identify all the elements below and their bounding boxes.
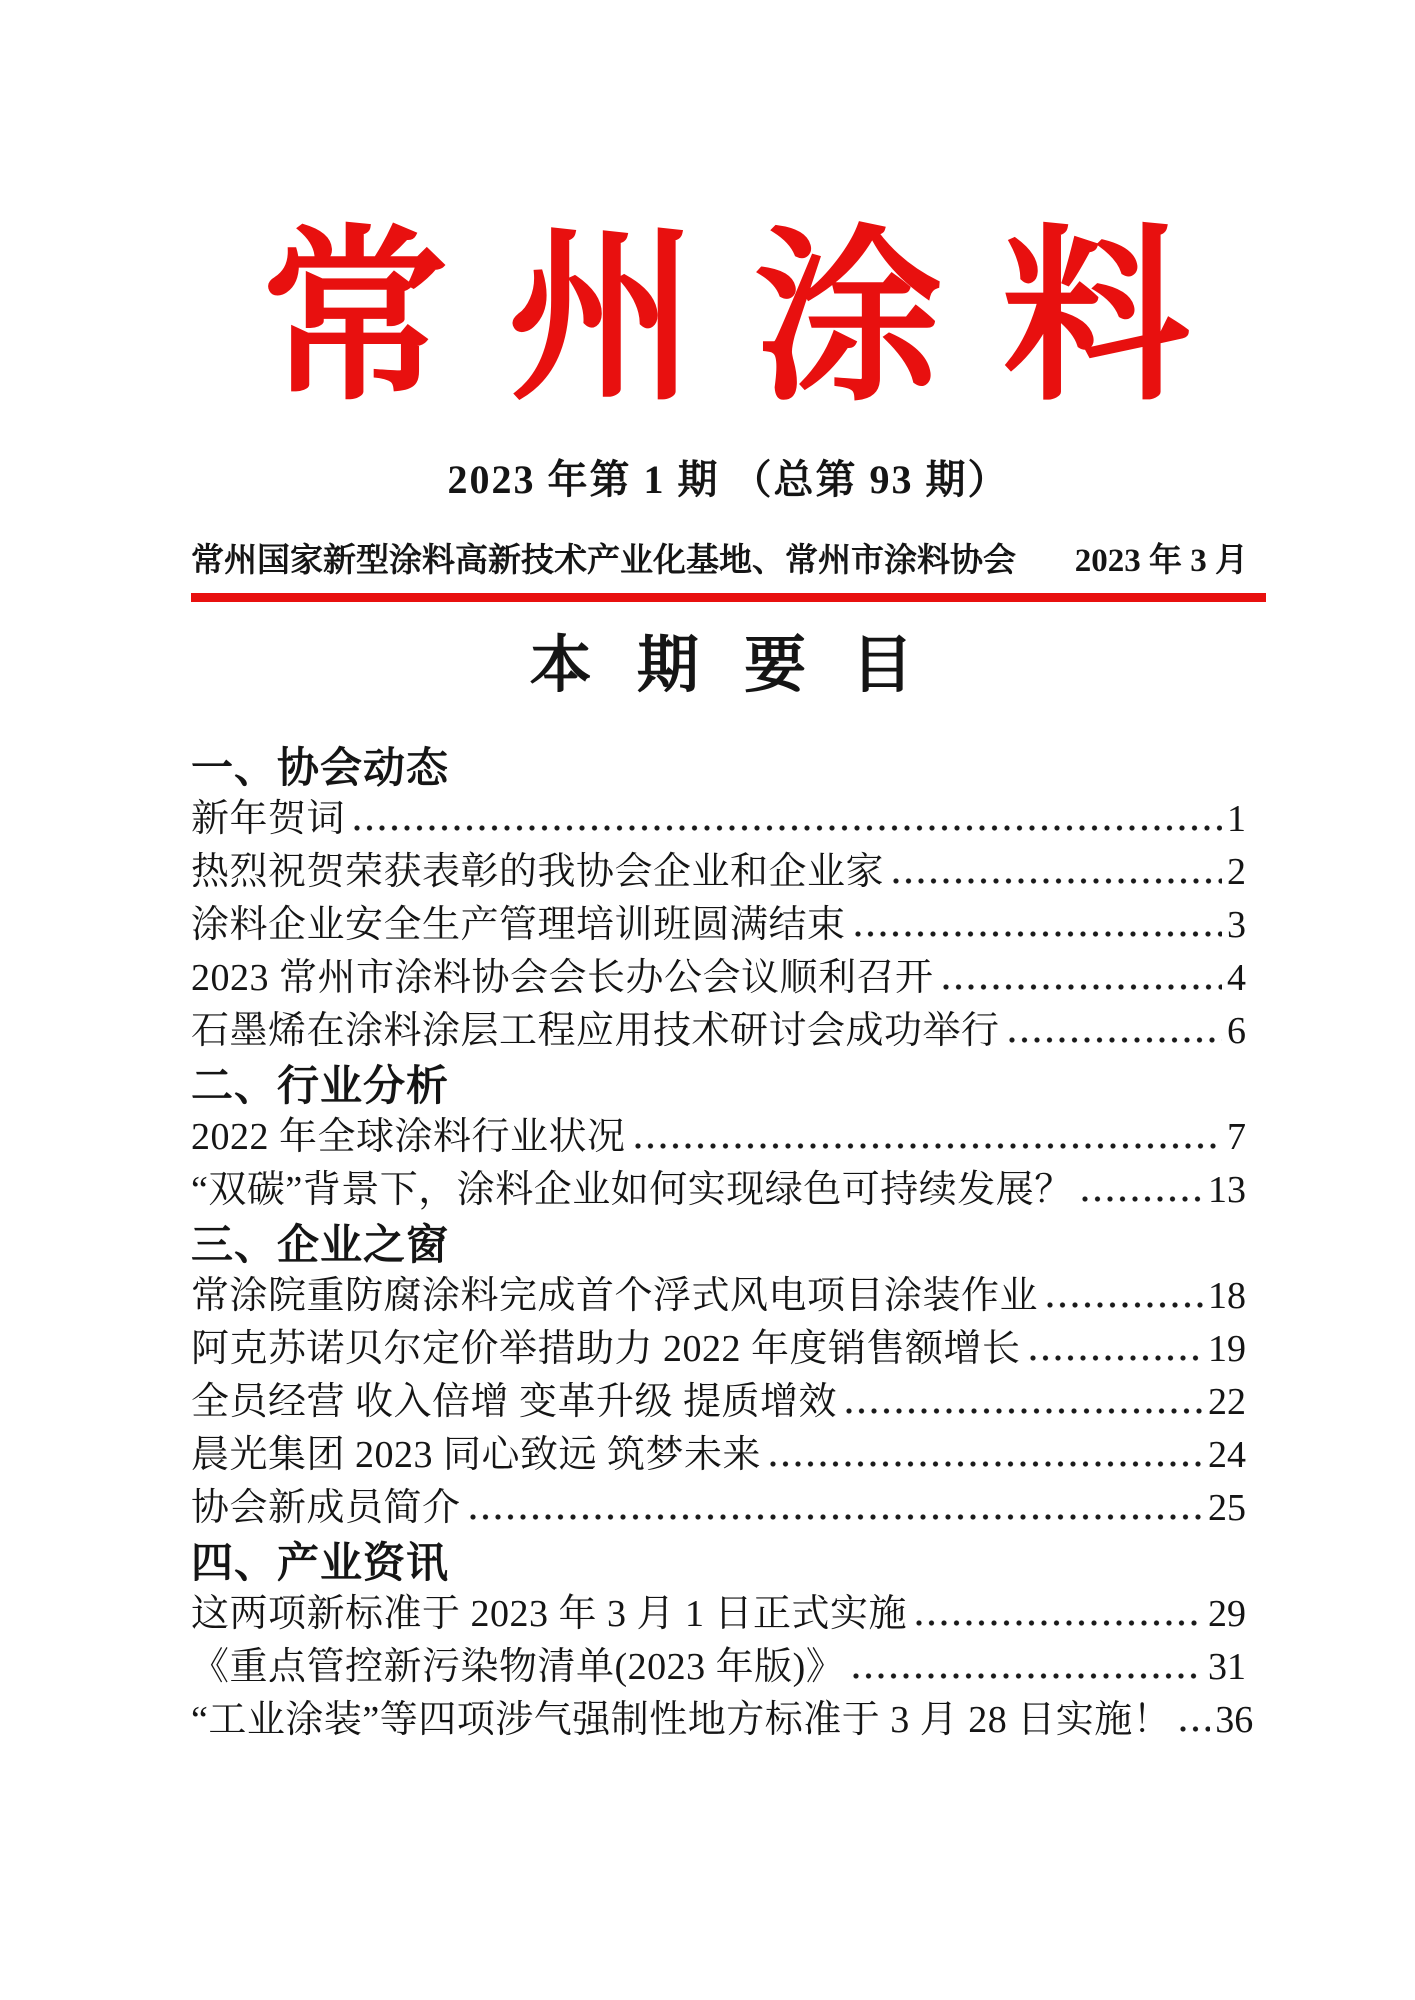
journal-title: 常 州 涂 料 [261, 214, 1196, 423]
toc-item-page: 31 [1208, 1646, 1246, 1688]
toc-item [191, 1701, 1266, 1739]
toc-item-page: 13 [1208, 1169, 1246, 1211]
toc-section-heading: 二、行业分析 [191, 1062, 450, 1109]
toc-item [191, 1171, 1266, 1209]
toc-section-heading: 三、企业之窗 [191, 1221, 450, 1268]
dot-leader [635, 1143, 1222, 1149]
dot-leader [354, 825, 1222, 831]
dot-leader [853, 1673, 1203, 1679]
toc-item-title: 2023 常州市涂料协会会长办公会议顺利召开 [191, 957, 934, 999]
dot-leader [470, 1514, 1203, 1520]
toc-item-title: 协会新成员简介 [191, 1487, 461, 1529]
masthead [191, 214, 1266, 602]
toc-item-page: 36 [1215, 1699, 1254, 1741]
toc-item-title: 涂料企业安全生产管理培训班圆满结束 [191, 904, 846, 946]
publisher-row [191, 545, 1266, 578]
toc-item-page: 2 [1227, 851, 1246, 893]
toc-item-title: 2022 年全球涂料行业状况 [191, 1116, 626, 1158]
toc-item-page: 22 [1208, 1381, 1246, 1423]
toc-item-title: 石墨烯在涂料涂层工程应用技术研讨会成功举行 [191, 1010, 1000, 1052]
toc-item-title: 阿克苏诺贝尔定价举措助力 2022 年度销售额增长 [191, 1328, 1021, 1370]
toc-item-page: 6 [1227, 1010, 1246, 1052]
toc-item [191, 1595, 1266, 1633]
toc-item-title: 全员经营 收入倍增 变革升级 提质增效 [191, 1381, 838, 1423]
toc-item-title: 常涂院重防腐涂料完成首个浮式风电项目涂装作业 [191, 1275, 1039, 1317]
dot-leader [846, 1408, 1203, 1414]
toc-item-page: 1 [1227, 798, 1246, 840]
toc-item-title: “工业涂装”等四项涉气强制性地方标准于 3 月 28 日实施！ [191, 1699, 1172, 1741]
dot-leader [770, 1461, 1203, 1467]
toc-item [191, 1277, 1266, 1315]
dot-leader [893, 878, 1222, 884]
toc-section-heading: 一、协会动态 [191, 744, 450, 791]
toc-item-page: 19 [1208, 1328, 1246, 1370]
dot-leader [1082, 1196, 1203, 1202]
dot-leader [1047, 1302, 1203, 1308]
toc-item-page: 3 [1227, 904, 1246, 946]
contents-heading: 本 期 要 目 [529, 631, 928, 700]
toc-item [191, 959, 1266, 997]
toc-item [191, 1118, 1266, 1156]
dot-leader [916, 1620, 1203, 1626]
dot-leader [1030, 1355, 1203, 1361]
toc-item [191, 1330, 1266, 1368]
dot-leader [855, 931, 1222, 937]
toc-item-title: 新年贺词 [191, 798, 346, 840]
dot-leader [1180, 1726, 1210, 1732]
toc-item-page: 7 [1227, 1116, 1246, 1158]
toc-item [191, 1012, 1266, 1050]
red-divider-rule [191, 593, 1266, 602]
toc-item [191, 1648, 1266, 1686]
toc-item-title: 《重点管控新污染物清单(2023 年版)》 [191, 1646, 845, 1688]
toc-item-title: 晨光集团 2023 同心致远 筑梦未来 [191, 1434, 762, 1476]
publisher-name: 常州国家新型涂料高新技术产业化基地、常州市涂料协会 [191, 543, 1016, 579]
issue-number-line: 2023 年第 1 期 （总第 93 期） [447, 457, 1010, 502]
toc-item [191, 800, 1266, 838]
toc-item-page: 29 [1208, 1593, 1246, 1635]
toc-item [191, 1383, 1266, 1421]
toc-item-title: 热烈祝贺荣获表彰的我协会企业和企业家 [191, 851, 885, 893]
toc-item-page: 24 [1208, 1434, 1246, 1476]
toc-item-title: “双碳”背景下，涂料企业如何实现绿色可持续发展？ [191, 1169, 1073, 1211]
toc-item [191, 906, 1266, 944]
toc-item-page: 4 [1227, 957, 1246, 999]
toc-item [191, 1489, 1266, 1527]
toc-item-page: 25 [1208, 1487, 1246, 1529]
toc-section-heading: 四、产业资讯 [191, 1539, 450, 1586]
toc-item [191, 1436, 1266, 1474]
dot-leader [943, 984, 1222, 990]
table-of-contents [191, 744, 1266, 1741]
toc-item [191, 853, 1266, 891]
toc-item-page: 18 [1208, 1275, 1246, 1317]
publication-date: 2023 年 3 月 [1074, 543, 1248, 579]
toc-item-title: 这两项新标准于 2023 年 3 月 1 日正式实施 [191, 1593, 908, 1635]
dot-leader [1009, 1037, 1222, 1043]
